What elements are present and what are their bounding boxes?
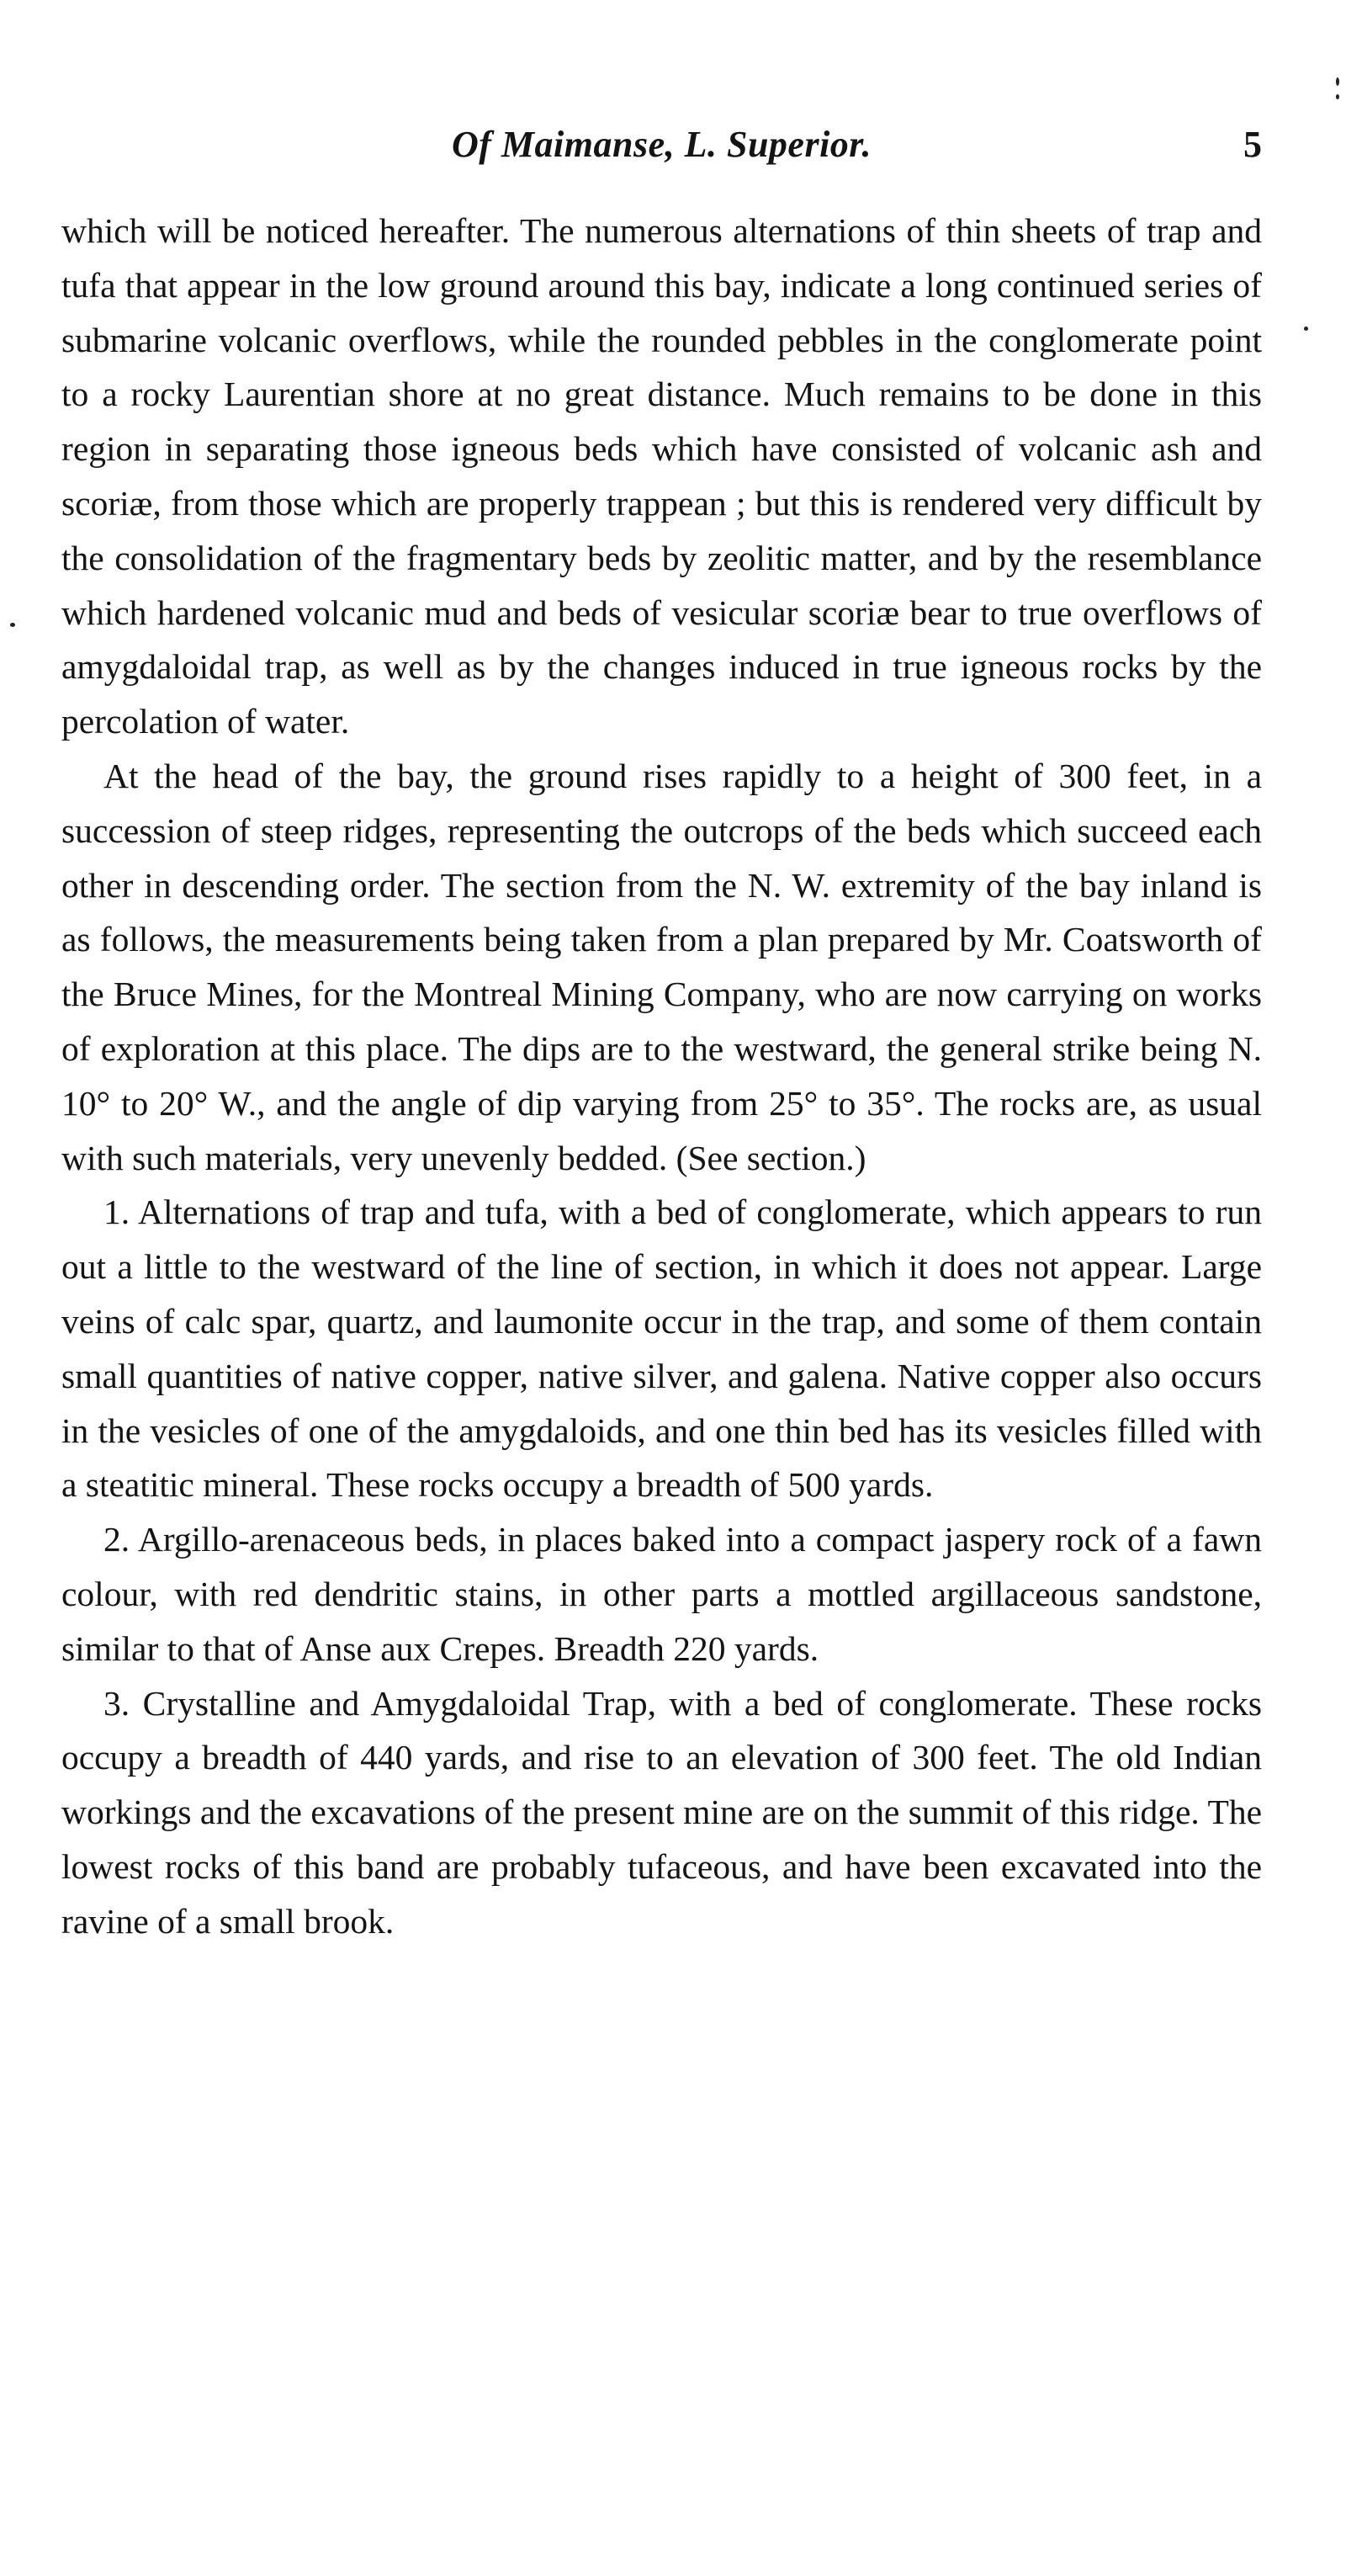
paragraph-section-intro: At the head of the bay, the ground rises rapidly to a height of 300 feet, in a succession of steep ridges, representing the outcrops of the beds which succeed each other in descending order. The section from the N. W. extremity of the bay inland is as follows, the measurements being taken from a plan prepared by Mr. Coatsworth of the Bruce Mines, for the Montreal Mining Company, who are now carrying on works of exploration at this place. The dips are to the westward, the general strike being N. 10° to 20° W., and the angle of dip varying from 25° to 35°. The rocks are, as usual with such materials, very unevenly bedded. (See section.) [61, 756, 1262, 1177]
page-number: 5 [1243, 124, 1262, 165]
page [61, 118, 1262, 1949]
margin-speck [1336, 77, 1339, 86]
paragraph-item-2: 2. Argillo-arenaceous beds, in places baked into a compact jaspery rock of a fawn colour, with red dendritic stains, in other parts a mottled argillaceous sandstone, similar to that of Anse aux Crepes. Breadth 220 yards. [61, 1520, 1262, 1668]
paragraph-continued: which will be noticed hereafter. The numerous alternations of thin sheets of trap and tufa that appear in the low ground around this bay, indicate a long continued series of submarine volcanic overflows, while the rounded pebbles in the conglomerate point to a rocky Laurentian shore at no great distance. Much remains to be done in this region in separating those igneous beds which have consisted of volcanic ash and scoriæ, from those which are properly trappean ; but this is rendered very difficult by the consolidation of the fragmentary beds by zeolitic matter, and by the resemblance which hardened volcanic mud and beds of vesicular scoriæ bear to true overflows of amygdaloidal trap, as well as by the changes induced in true igneous rocks by the percolation of water. [61, 211, 1262, 741]
running-head [61, 118, 1262, 172]
margin-speck [10, 623, 15, 627]
paragraph-item-3: 3. Crystalline and Amygdaloidal Trap, with a bed of conglomerate. These rocks occupy a breadth of 440 yards, and rise to an elevation of 300 feet. The old Indian workings and the excavations of the present mine are on the summit of this ridge. The lowest rocks of this band are probably tufaceous, and have been excavated into the ravine of a small brook. [61, 1683, 1262, 1941]
margin-speck [1336, 94, 1339, 99]
running-title: Of Maimanse, L. Superior. [451, 124, 872, 165]
margin-speck [1304, 327, 1308, 331]
paragraph-item-1: 1. Alternations of trap and tufa, with a bed of conglomerate, which appears to run out a little to the westward of the line of section, in which it does not appear. Large veins of calc spar, quartz, and laumonite occur in the trap, and some of them contain small quantities of native copper, native silver, and galena. Native copper also occurs in the vesicles of one of the amygdaloids, and one thin bed has its vesicles filled with a steatitic mineral. These rocks occupy a breadth of 500 yards. [61, 1192, 1262, 1505]
body-text [61, 204, 1262, 1949]
